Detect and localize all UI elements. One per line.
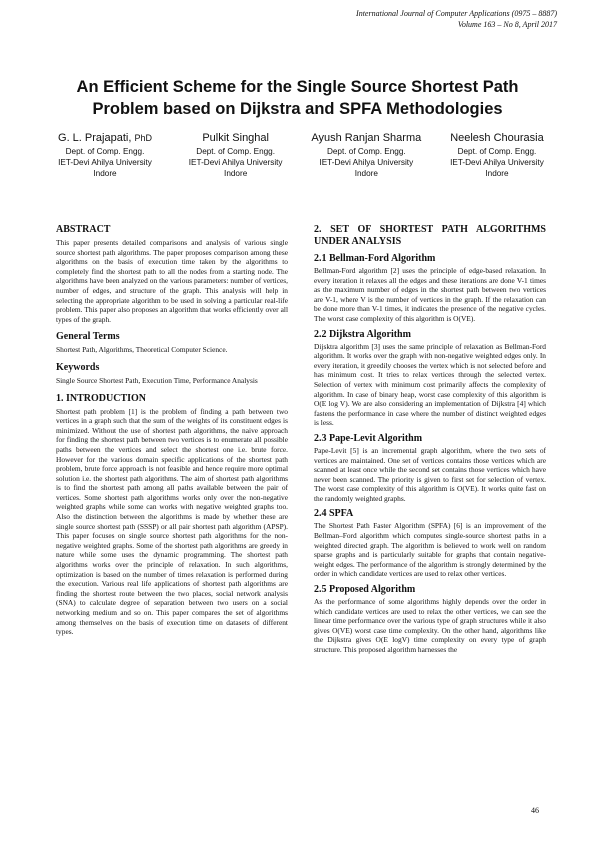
general-terms-text: Shortest Path, Algorithms, Theoretical Computer Science. — [56, 345, 228, 355]
author-city: Indore — [93, 169, 117, 178]
abstract-text: This paper presents detailed comparisons and analysis of various single source shortest path algorithms. The paper proposes comparison among these algorithms on the basis of execution time taken by the algorithms to completely find the shortest path to all the nodes from a starting node. The algorithms have been analyzed on the various parameters: number of vertices, number of edges, and structure of the graph. This analysis will help in selecting the appropriate algorithm to be used in solving a particular real-life problem. This paper also proposes an algorithm that works efficiently over all types of the graph. — [56, 238, 288, 324]
author-name: Pulkit Singhal — [202, 132, 269, 144]
title-line-1: An Efficient Scheme for the Single Source Shortest Path — [76, 78, 519, 96]
author-dept: Dept. of Comp. Engg. — [326, 147, 406, 156]
introduction-text: Shortest path problem [1] is the problem of finding a path between two vertices in a graph such that the sum of the weights of its constituent edges is minimized. Without the use of shortest path algorithms, the naive approach for finding the shortest path between two vertices is to enumerate all possible paths between the vertices and select the shortest one i.e. brute force. However for the various domain specific applications of the shortest path problem, brute force approach is not feasible and hence require more optimal solution i.e. the shortest path algorithms. The aim of shortest path algorithms is to find the shortest path among all paths available between the pair of vertices. Some shortest path algorithms works only over the non-negative weighted graphs while some can works with negative weighted graphs too. Also the distinction between the algorithms is made by whether these are single source shortest path (SSSP) or all pair shortest path algorithm (APSP). This paper focuses on single source shortest path algorithms for the non-negative weighted graphs. Some of the shortest path algorithms are greedy in nature while some uses the dynamic programming. The shortest path algorithms works over the principle of relaxation. In such algorithms, optimization is based on the number of times relaxation is performed during the execution. Various real life applications of shortest path algorithms are finding the shortest route between the two places, social network analysis (SNA) to calculate degree of separation between two users on a social networking medium and so on. This paper compares the set of algorithms among themselves on the basis of execution time on datasets of different types. — [56, 406, 288, 637]
journal-header — [356, 8, 557, 30]
author-3 — [307, 130, 425, 179]
author-institution: IET-Devi Ahilya University — [58, 158, 152, 167]
title-line-2: Problem based on Dijkstra and SPFA Methodologies — [92, 100, 503, 118]
abstract-heading: ABSTRACT — [56, 224, 111, 235]
author-city: Indore — [224, 169, 248, 178]
author-institution: IET-Devi Ahilya University — [319, 158, 414, 167]
paper-title — [40, 76, 555, 120]
spfa-heading: 2.4 SPFA — [314, 508, 354, 520]
author-block — [46, 130, 556, 179]
left-column — [56, 224, 288, 637]
keywords-text: Single Source Shortest Path, Execution Time, Performance Analysis — [56, 375, 258, 385]
dijkstra-text: Dijsktra algorithm [3] uses the same principle of relaxation as Bellman-Ford algorithm. It works over the graph with non-negative weighted edges only. In every iteration, it greedily chooses the vertex which is not selected before and has minimum cost. It tries to relax vertices through the selected vertex. Selection of vertex with minimum cost primarily affects the complexity of algorithm. In case of binary heap, worst case complexity of this algorithm is O(E log V). We are also considering an implementation of Dijkstra [4] which fastens the performance in case where the number of distinct weighted edges is less. — [314, 341, 546, 428]
proposed-algorithm-text: As the performance of some algorithms highly depends over the order in which candidate vertices are used to relax the other vertices, we can see the linear time performance over the various type of graph structures while it also gives O(VE) worst case time complexity. On the other hand, algorithms like the Dijkstra gives O(E logV) time complexity on every type of graph structure. This proposed algorithm harnesses the — [314, 597, 546, 654]
general-terms-heading: General Terms — [56, 331, 120, 343]
author-degree: PhD — [134, 133, 152, 143]
author-2 — [177, 130, 295, 179]
author-institution: IET-Devi Ahilya University — [188, 158, 283, 167]
author-institution: IET-Devi Ahilya University — [450, 158, 544, 167]
author-1 — [46, 130, 164, 179]
page-number: 46 — [531, 806, 539, 815]
journal-volume: Volume 163 – No 8, April 2017 — [457, 20, 557, 29]
proposed-algorithm-heading: 2.5 Proposed Algorithm — [314, 584, 416, 596]
dijkstra-heading: 2.2 Dijkstra Algorithm — [314, 328, 411, 340]
author-name: Ayush Ranjan Sharma — [311, 132, 422, 144]
right-column — [314, 224, 546, 655]
author-name: G. L. Prajapati, — [58, 132, 132, 144]
section-2-heading: 2. SET OF SHORTEST PATH ALGORITHMS UNDER ANALYSIS — [314, 224, 546, 247]
keywords-heading: Keywords — [56, 361, 100, 373]
author-city: Indore — [354, 169, 378, 178]
author-dept: Dept. of Comp. Engg. — [457, 147, 537, 156]
author-name: Neelesh Chourasia — [450, 132, 544, 144]
author-city: Indore — [485, 169, 509, 178]
author-dept: Dept. of Comp. Engg. — [196, 147, 276, 156]
introduction-heading: 1. INTRODUCTION — [56, 392, 147, 404]
author-4 — [438, 130, 556, 179]
bellman-ford-text: Bellman-Ford algorithm [2] uses the principle of edge-based relaxation. In every iteration it relaxes all the edges and these iterations are done V-1 times as the maximum number of edges in the shortest path between two vertices are V-1, where V is the number of vertices in the graph. If the relaxation can be done more than V-1 times, it indicates the presence of the negative cycles. The worst case complexity of this algorithm is O(VE). — [314, 266, 546, 323]
pape-levit-heading: 2.3 Pape-Levit Algorithm — [314, 432, 423, 444]
author-dept: Dept. of Comp. Engg. — [65, 147, 145, 156]
bellman-ford-heading: 2.1 Bellman-Ford Algorithm — [314, 253, 436, 264]
journal-name: International Journal of Computer Applications (0975 – 8887) — [356, 9, 557, 18]
pape-levit-text: Pape-Levit [5] is an incremental graph algorithm, where the two sets of vertices are maintained. One set of vertices contains those vertices which are scanned at least once while the second set contains those vertices which have never been scanned. The priority is given to first set for selection of vertex. The worst case complexity of this algorithm is O(VE). It works quite fast on the randomly weighted graphs. — [314, 445, 546, 503]
spfa-text: The Shortest Path Faster Algorithm (SPFA) [6] is an improvement of the Bellman–Ford algorithm which computes single-source shortest paths in a weighted directed graph. The algorithm is believed to work well on random sparse graphs and is particularly suitable for graphs that contain negative-weight edges. The performance of the algorithm is strongly determined by the order in which candidate vertices are used to relax other vertices. — [314, 521, 546, 579]
